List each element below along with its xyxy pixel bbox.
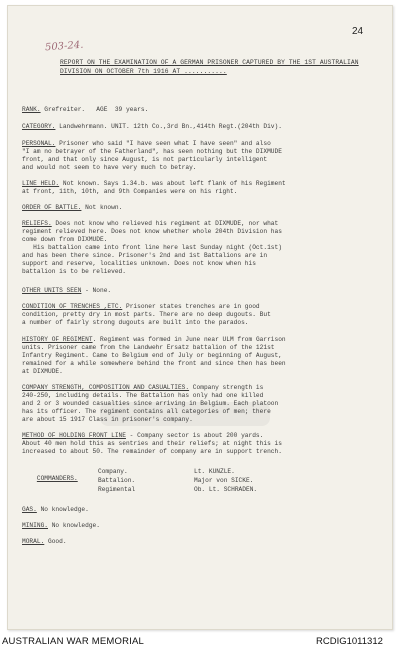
- section-other-units: [22, 287, 372, 295]
- personal-line-2: "I am no betrayer of the Fatherland", has seen nothing but the DIXMUDE: [22, 148, 282, 155]
- moral-text: Good.: [44, 538, 67, 545]
- gas-label: GAS.: [22, 506, 37, 513]
- company-strength-line-1: Company strength is: [189, 384, 264, 391]
- commanders-row: [22, 468, 78, 489]
- method-line-3: increased to about 50. The remainder of company are in support trench.: [22, 448, 282, 455]
- category-label: CATEGORY.: [22, 123, 56, 130]
- section-history: [22, 336, 372, 376]
- history-line-1: . Regiment was formed in June near ULM from Garrison: [92, 336, 286, 343]
- document-page: [7, 5, 393, 630]
- order-of-battle-text: Not known.: [81, 204, 123, 211]
- line-held-label: LINE HELD.: [22, 180, 60, 187]
- section-gas: [22, 506, 372, 514]
- trenches-line-1: Prisoner states trenches are in good: [122, 303, 260, 310]
- commander-name-2: Major von SICKE.: [194, 477, 254, 484]
- section-line-held: [22, 180, 372, 196]
- personal-label: PERSONAL.: [22, 140, 56, 147]
- section-personal: [22, 140, 372, 172]
- section-category: [22, 123, 372, 131]
- reliefs-line-5: and has been there since. Prisoner's 2nd and 1st Battalions are in: [22, 252, 268, 259]
- commander-unit-3: Regimental: [98, 486, 136, 493]
- personal-line-4: and would not seem to have very much to betray.: [22, 164, 197, 171]
- section-method: [22, 432, 372, 456]
- mining-label: MINING.: [22, 522, 48, 529]
- history-line-2: units. Prisoner came from the Landwehr Ersatz battalion of the 121st: [22, 344, 275, 351]
- company-strength-label: COMPANY STRENGTH, COMPOSITION AND CASUALTIES.: [22, 384, 190, 391]
- other-units-label: OTHER UNITS SEEN: [22, 287, 82, 294]
- page-number: 24: [352, 26, 364, 37]
- mining-text: No knowledge.: [48, 522, 100, 529]
- reliefs-label: RELIEFS.: [22, 220, 52, 227]
- section-moral: [22, 538, 372, 546]
- footer-archive-name: AUSTRALIAN WAR MEMORIAL: [2, 636, 145, 647]
- reliefs-line-1: Does not know who relieved his regiment at DIXMUDE, nor what: [51, 220, 279, 227]
- section-order-of-battle: [22, 204, 372, 212]
- trenches-line-2: condition, pretty dry in most parts. There are no deep dugouts. But: [22, 311, 271, 318]
- footer-record-id: RCDIG1011312: [316, 636, 383, 647]
- handwritten-reference: 503-24.: [44, 39, 84, 54]
- history-line-5: at DIXMUDE.: [22, 368, 63, 375]
- commander-name-3: Ob. Lt. SCHRADEN.: [194, 486, 258, 493]
- section-mining: [22, 522, 372, 530]
- moral-label: MORAL.: [22, 538, 45, 545]
- company-strength-line-5: are about 15 1917 Class in prisoner's company.: [22, 416, 193, 423]
- reliefs-line-7: battalion is to be relieved.: [22, 268, 126, 275]
- company-strength-line-2: 240-250, including details. The Battalion has only had one killed: [22, 392, 264, 399]
- order-of-battle-label: ORDER OF BATTLE.: [22, 204, 82, 211]
- category-text: Landwehrmann. UNIT. 12th Co.,3rd Bn.,414th Regt.(204th Div).: [55, 123, 282, 130]
- reliefs-line-4: His battalion came into front line here last Sunday night (Oct.1st): [22, 244, 282, 251]
- section-reliefs: [22, 220, 372, 276]
- line-held-line-1: Not known. Says 1.34.b. was about left flank of his Regiment: [59, 180, 286, 187]
- company-strength-line-3: and 2 or 3 wounded casualties since arriving in Belgium. Each platoon: [22, 400, 279, 407]
- reliefs-line-6: support and reserve, localities unknown. Does not know when his: [22, 260, 256, 267]
- trenches-line-3: a number of fairly strong dugouts are built into the parados.: [22, 319, 249, 326]
- rank-label: RANK.: [22, 106, 41, 113]
- section-rank: [22, 106, 372, 114]
- commanders-label: COMMANDERS.: [36, 475, 78, 482]
- line-held-line-2: at front, 11th, 10th, and 9th Companies were on his right.: [22, 188, 238, 195]
- commander-unit-1: Company.: [98, 468, 128, 475]
- personal-line-1: Prisoner who said "I have seen what I have seen" and also: [55, 140, 271, 147]
- history-line-4: remained for a while somewhere behind the front and since then has been: [22, 360, 286, 367]
- company-strength-line-4: has its officer. The regiment contains all categories of men; there: [22, 408, 271, 415]
- trenches-label: CONDITION OF TRENCHES ,ETC.: [22, 303, 123, 310]
- commander-unit-2: Battalion.: [98, 477, 136, 484]
- method-label: METHOD OF HOLDING FRONT LINE: [22, 432, 126, 439]
- history-line-3: Infantry Regiment. Came to Belgium end of July or beginning of August,: [22, 352, 282, 359]
- method-line-1: - Company sector is about 200 yards.: [125, 432, 264, 439]
- section-company-strength: [22, 384, 372, 424]
- report-title: REPORT ON THE EXAMINATION OF A GERMAN PRISONER CAPTURED BY THE 1ST AUSTRALIAN DIVISION ON OCTOBER 7th 1916 AT ...........: [60, 59, 359, 75]
- gas-text: No knowledge.: [36, 506, 89, 513]
- reliefs-line-2: regiment relieved here. Does not know whether whole 204th Division has: [22, 228, 282, 235]
- section-trenches: [22, 303, 372, 327]
- personal-line-3: front, and that only since August, is not particularly intelligent: [22, 156, 268, 163]
- history-label: HISTORY OF REGIMENT: [22, 336, 93, 343]
- other-units-text: - None.: [81, 287, 112, 294]
- rank-text: Grefreiter. AGE 39 years.: [40, 106, 149, 113]
- method-line-2: About 40 men hold this as sentries and their reliefs; at night this is: [22, 440, 282, 447]
- commander-name-1: Lt. KUNZLE.: [194, 468, 235, 475]
- reliefs-line-3: come down from DIXMUDE.: [22, 236, 108, 243]
